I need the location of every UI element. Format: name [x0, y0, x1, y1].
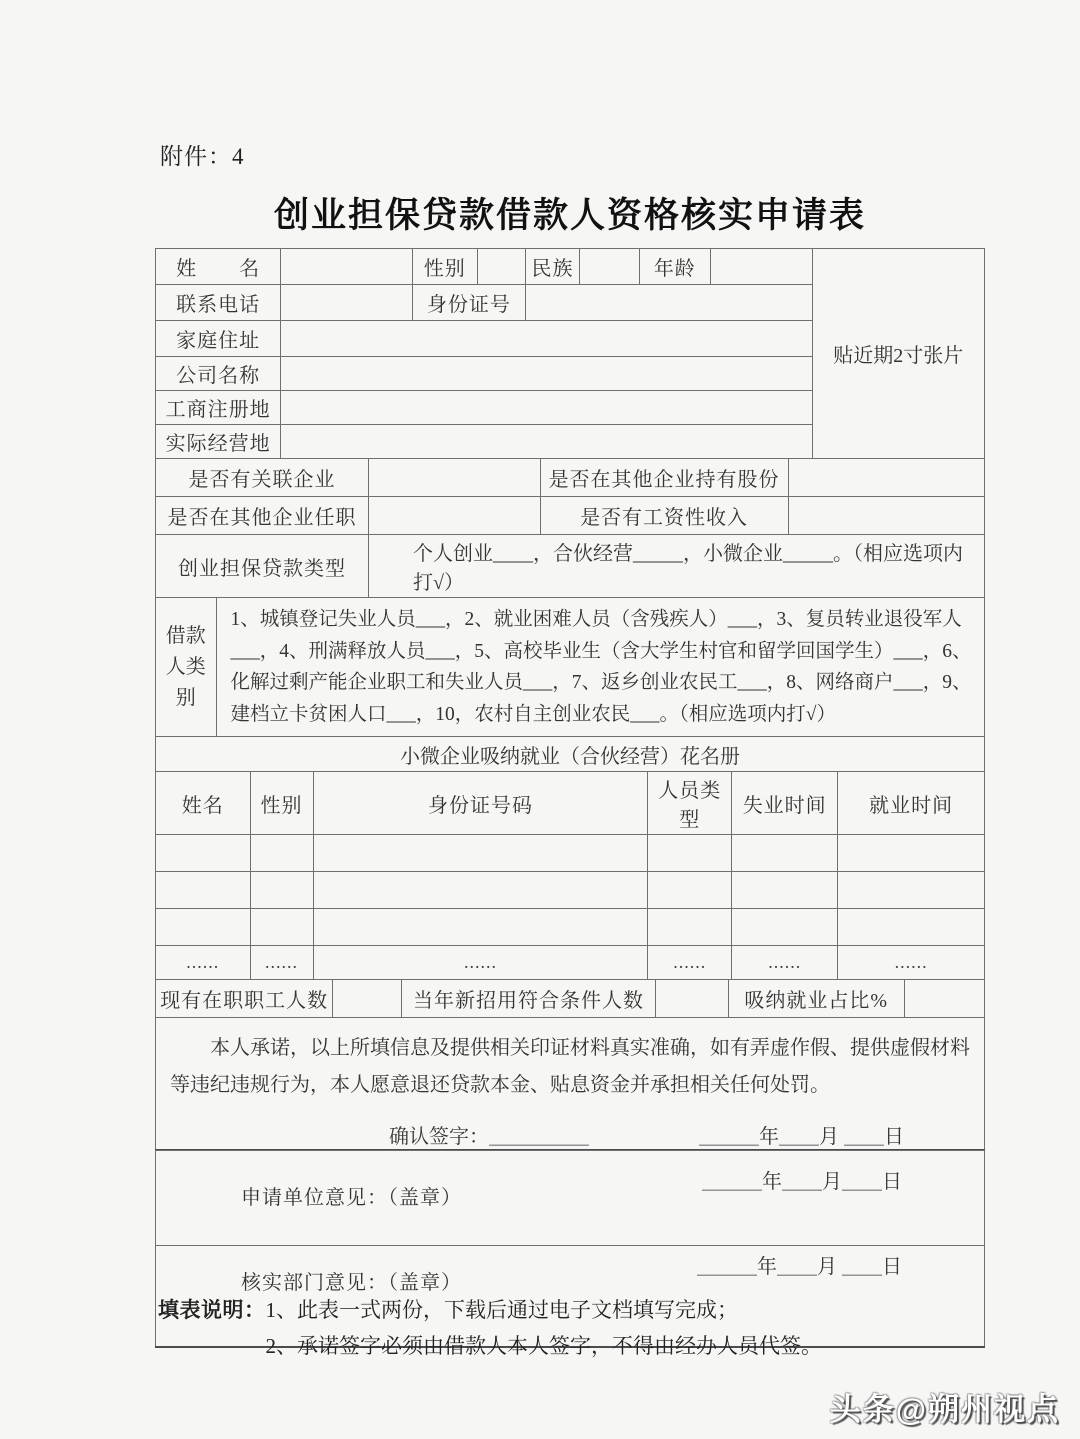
- biz-place-field: [281, 425, 812, 459]
- roster-cell: [250, 872, 313, 909]
- name-label: 姓 名: [156, 249, 281, 285]
- sign-blank-line: ＿＿＿＿＿: [489, 1126, 589, 1148]
- age-field: [710, 249, 812, 285]
- verify-opinion-date-line: ＿＿＿年＿＿月 ＿＿日: [697, 1256, 902, 1278]
- roster-title: 小微企业吸纳就业（合伙经营）花名册: [156, 737, 985, 772]
- sign-label: 确认签字：: [389, 1126, 489, 1148]
- company-field: [281, 357, 812, 391]
- affiliated-company-label: 是否有关联企业: [156, 459, 369, 497]
- basic-info-table: [155, 248, 985, 459]
- new-hires-label: 当年新招用符合条件人数: [402, 980, 656, 1018]
- staff-counts-table: [155, 979, 985, 1018]
- questions-table: [155, 458, 985, 535]
- age-label: 年龄: [640, 249, 710, 285]
- filling-instructions: [158, 1292, 918, 1364]
- phone-field: [281, 285, 413, 321]
- roster-empty-row: [156, 909, 985, 946]
- commitment-date-line: ＿＿＿年＿＿月 ＿＿日: [699, 1126, 904, 1148]
- current-staff-label: 现有在职职工人数: [156, 980, 333, 1018]
- employed-other-field: [369, 497, 541, 535]
- roster-cell: [648, 909, 732, 946]
- current-staff-field: [333, 980, 402, 1018]
- name-field: [281, 249, 413, 285]
- roster-header-unemployed-date: 失业时间: [732, 772, 838, 835]
- note-item-1: 1、此表一式两份，下载后通过电子文档填写完成；: [265, 1298, 738, 1322]
- absorb-ratio-field: [904, 980, 984, 1018]
- signature-row: [389, 1120, 904, 1149]
- roster-dots-cell: ......: [250, 946, 313, 980]
- category-label-line3: 别: [175, 686, 196, 709]
- address-field: [281, 321, 812, 357]
- commitment-box: [156, 1018, 985, 1151]
- roster-dots-row: [156, 946, 985, 980]
- wage-income-field: [788, 497, 985, 535]
- id-no-label: 身份证号: [412, 285, 525, 321]
- attachment-label: 附件：4: [160, 144, 245, 169]
- roster-empty-row: [156, 872, 985, 909]
- application-form: [155, 248, 985, 1348]
- roster-cell: [156, 872, 251, 909]
- employed-other-label: 是否在其他企业任职: [156, 497, 369, 535]
- roster-cell: [313, 835, 648, 872]
- roster-table: [155, 736, 985, 980]
- gender-label: 性别: [412, 249, 477, 285]
- roster-header-name: 姓名: [156, 772, 251, 835]
- apply-opinion-box: [156, 1151, 985, 1246]
- roster-dots-cell: ......: [838, 946, 985, 980]
- apply-opinion-table: [155, 1150, 985, 1246]
- borrower-category-text: 1、城镇登记失业人员___，2、就业困难人员（含残疾人）___，3、复员转业退役军人___，4、刑满释放人员___，5、高校毕业生（含大学生村官和留学回国学生）___，6、化解过剩产能企业职工和失业人员___，7、返乡创业农民工___，8、网络商户___，9、建档立卡贫困人口___，10，农村自主创业农民___。（相应选项内打√）: [216, 598, 984, 737]
- roster-cell: [648, 872, 732, 909]
- loan-type-options: 个人创业____，合伙经营_____，小微企业_____。（相应选项内打√）: [369, 535, 985, 598]
- roster-header-gender: 性别: [250, 772, 313, 835]
- roster-cell: [313, 909, 648, 946]
- borrower-category-table: [155, 597, 985, 737]
- roster-cell: [648, 835, 732, 872]
- roster-cell: [250, 835, 313, 872]
- borrower-category-label: [156, 598, 217, 737]
- roster-cell: [313, 872, 648, 909]
- roster-dots-cell: ......: [313, 946, 648, 980]
- reg-place-label: 工商注册地: [156, 391, 281, 425]
- roster-dots-cell: ......: [732, 946, 838, 980]
- hold-shares-label: 是否在其他企业持有股份: [540, 459, 788, 497]
- gender-field: [477, 249, 525, 285]
- roster-empty-row: [156, 835, 985, 872]
- form-title: 创业担保贷款借款人资格核实申请表: [273, 196, 866, 235]
- notes-label: 填表说明：: [158, 1298, 266, 1322]
- roster-dots-cell: ......: [156, 946, 251, 980]
- phone-label: 联系电话: [156, 285, 281, 321]
- roster-header-id: 身份证号码: [313, 772, 648, 835]
- apply-opinion-date-line: ＿＿＿年＿＿月＿＿日: [702, 1171, 902, 1193]
- reg-place-field: [281, 391, 812, 425]
- address-label: 家庭住址: [156, 321, 281, 357]
- loan-type-label: 创业担保贷款类型: [156, 535, 369, 598]
- verify-opinion-label: 核实部门意见：（盖章）: [241, 1272, 462, 1294]
- photo-area: 贴近期2寸张片: [812, 249, 985, 459]
- absorb-ratio-label: 吸纳就业占比%: [728, 980, 904, 1018]
- roster-cell: [156, 909, 251, 946]
- company-label: 公司名称: [156, 357, 281, 391]
- roster-cell: [838, 909, 985, 946]
- ethnic-label: 民族: [525, 249, 580, 285]
- biz-place-label: 实际经营地: [156, 425, 281, 459]
- commitment-text: 本人承诺，以上所填信息及提供相关印证材料真实准确，如有弄虚作假、提供虚假材料等违纪违规行为，本人愿意退还贷款本金、贴息资金并承担相关任何处罚。: [170, 1037, 970, 1096]
- loan-type-table: [155, 534, 985, 598]
- roster-cell: [838, 872, 985, 909]
- commitment-table: [155, 1017, 985, 1151]
- roster-header-employed-date: 就业时间: [838, 772, 985, 835]
- hold-shares-field: [788, 459, 985, 497]
- category-label-line1: 借款: [165, 624, 206, 647]
- roster-dots-cell: ......: [648, 946, 732, 980]
- ethnic-field: [580, 249, 640, 285]
- watermark-toutiao-shuozhou: 头条@朔州视点: [829, 1392, 1060, 1427]
- roster-cell: [732, 835, 838, 872]
- note-item-2: 2、承诺签字必须由借款人本人签字，不得由经办人员代签。: [265, 1334, 822, 1358]
- roster-cell: [156, 835, 251, 872]
- affiliated-company-field: [369, 459, 541, 497]
- roster-cell: [732, 909, 838, 946]
- category-label-line2: 人类: [165, 655, 206, 678]
- roster-cell: [732, 872, 838, 909]
- new-hires-field: [655, 980, 728, 1018]
- id-no-field: [525, 285, 812, 321]
- wage-income-label: 是否有工资性收入: [540, 497, 788, 535]
- roster-header-type: 人员类型: [648, 772, 732, 835]
- roster-cell: [250, 909, 313, 946]
- roster-cell: [838, 835, 985, 872]
- apply-opinion-label: 申请单位意见：（盖章）: [241, 1187, 462, 1209]
